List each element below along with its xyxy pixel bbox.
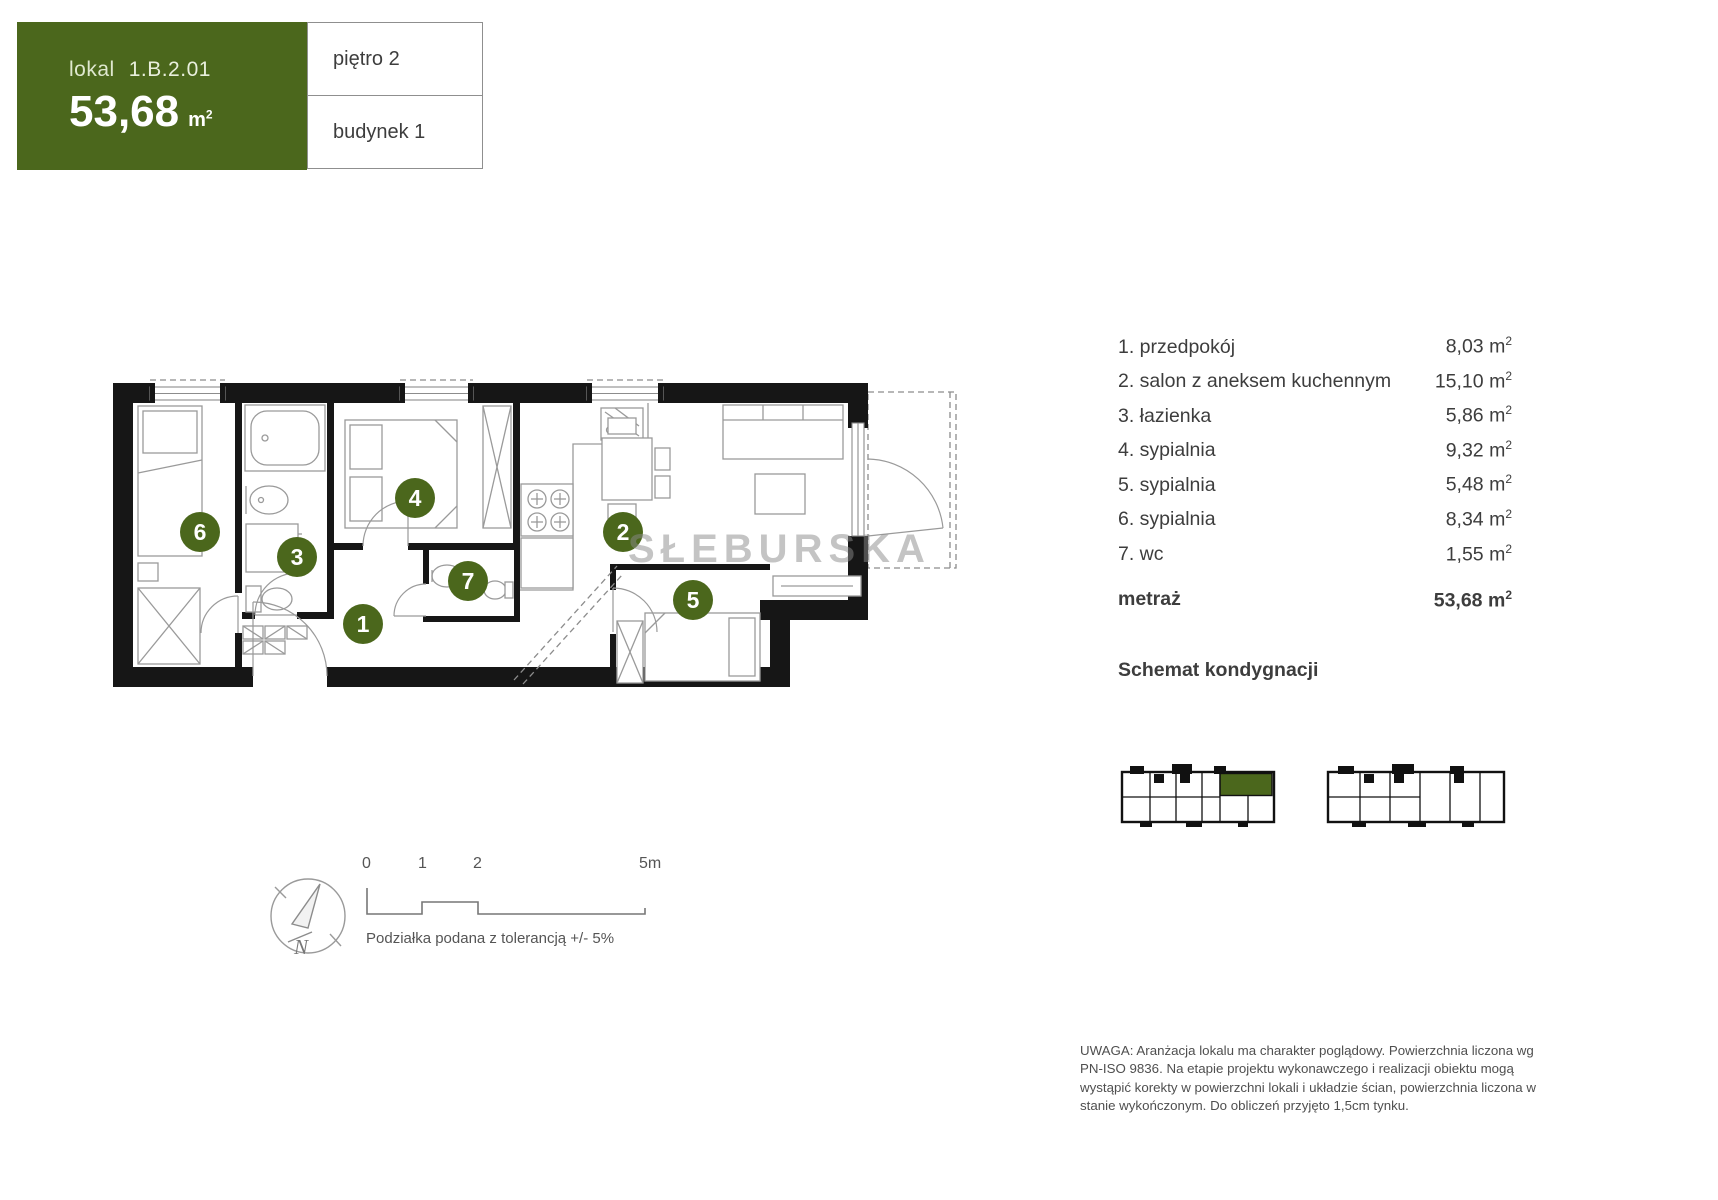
room-label: 5. sypialnia [1118,473,1216,496]
svg-text:0: 0 [362,855,371,872]
svg-text:1: 1 [418,855,427,872]
svg-text:4: 4 [408,485,422,511]
svg-text:1: 1 [356,611,370,637]
room-area: 15,10 $m^2$ [1434,368,1512,393]
stove-icon [521,484,573,536]
svg-text:5m: 5m [639,855,662,872]
room-row [1118,334,1512,369]
room-list [1118,334,1512,576]
room-area: 5,86 $m^2$ [1445,403,1512,427]
total-area: 53,68 $m^2$ [1433,588,1512,612]
room-area: 8,34 $m^2$ [1445,506,1512,531]
room-area: 5,48 $m^2$ [1445,472,1512,496]
svg-text:5: 5 [686,587,700,613]
room-area: 1,55 $m^2$ [1445,541,1512,566]
building-schematic-1 [1122,764,1274,827]
area-unit: $m^2$ [188,107,213,131]
compass-icon [262,868,354,964]
bathtub-icon [245,405,325,471]
wardrobe-icon [483,406,511,528]
building-label: budynek 1 [333,120,426,143]
room-badge-5 [673,580,713,620]
room-row [1118,403,1512,438]
room-badge-7 [448,561,488,601]
area-line [69,87,307,136]
toilet-icon [484,581,513,599]
tv-cabinet-icon [773,576,861,596]
scale-bar [355,848,675,923]
total-label: metraż [1118,588,1181,610]
floor-box [307,22,483,96]
window-icon [587,380,663,403]
svg-text:6: 6 [193,519,207,545]
svg-text:2: 2 [473,855,482,872]
floor-label: piętro 2 [333,47,400,70]
room-badge-4 [395,478,435,518]
room-area: 9,32 $m^2$ [1445,437,1512,462]
room-badge-3 [277,537,317,577]
room-row [1118,472,1512,507]
building-box [307,95,483,169]
room-label: 7. wc [1118,543,1164,566]
room-row [1118,369,1512,404]
schemat-title: Schemat kondygnacji [1118,659,1319,681]
coffee-table-icon [755,474,805,514]
sofa-icon [723,405,843,459]
sink-icon [246,486,288,514]
room-row [1118,542,1512,577]
window-icon [400,380,473,403]
window-icon [150,380,225,403]
room-row [1118,438,1512,473]
svg-text:N: N [294,935,309,959]
building-schematics [1118,760,1518,844]
room-row [1118,507,1512,542]
wardrobe-icon [617,621,643,683]
highlighted-unit [1220,774,1272,796]
room-label: 6. sypialnia [1118,508,1216,531]
watermark: SŁEBURSKA [628,527,931,571]
room-badge-6 [180,512,220,552]
bed-icon [645,613,760,681]
svg-text:3: 3 [290,544,304,570]
disclaimer-text: UWAGA: Aranżacja lokalu ma charakter poglądowy. Powierzchnia liczona wg PN-ISO 9836. Na etapie projektu wykonawczego i realizacji obiektu mogą wystąpić korekty w powierzchni lokali i układzie ścian, powierzchnia liczona w stanie wykończonym. Do obliczeń przyjęto 1,5cm tynku. [1080,1043,1536,1114]
room-label: 4. sypialnia [1118,439,1216,462]
room-label: 1. przedpokój [1118,335,1236,358]
room-area: 8,03 $m^2$ [1445,334,1512,358]
lokal-line [69,58,307,82]
svg-text:2: 2 [616,519,630,545]
room-label: 3. łazienka [1118,404,1212,427]
building-schematic-2 [1328,764,1504,827]
area-value: 53,68 [69,87,180,136]
balcony-door-icon [852,423,943,536]
dining-table-icon [602,418,670,520]
lokal-code: 1.B.2.01 [128,58,211,81]
room-label: 2. salon z aneksem kuchennym [1118,370,1392,393]
svg-text:7: 7 [461,568,475,594]
total-row [1118,588,1512,613]
lokal-label: lokal [69,58,115,81]
unit-header-card [17,22,307,170]
wardrobe-icon [138,588,200,664]
bed-icon [138,406,202,581]
room-badge-1 [343,604,383,644]
scale-note: Podziałka podana z tolerancją +/- 5% [366,930,615,947]
